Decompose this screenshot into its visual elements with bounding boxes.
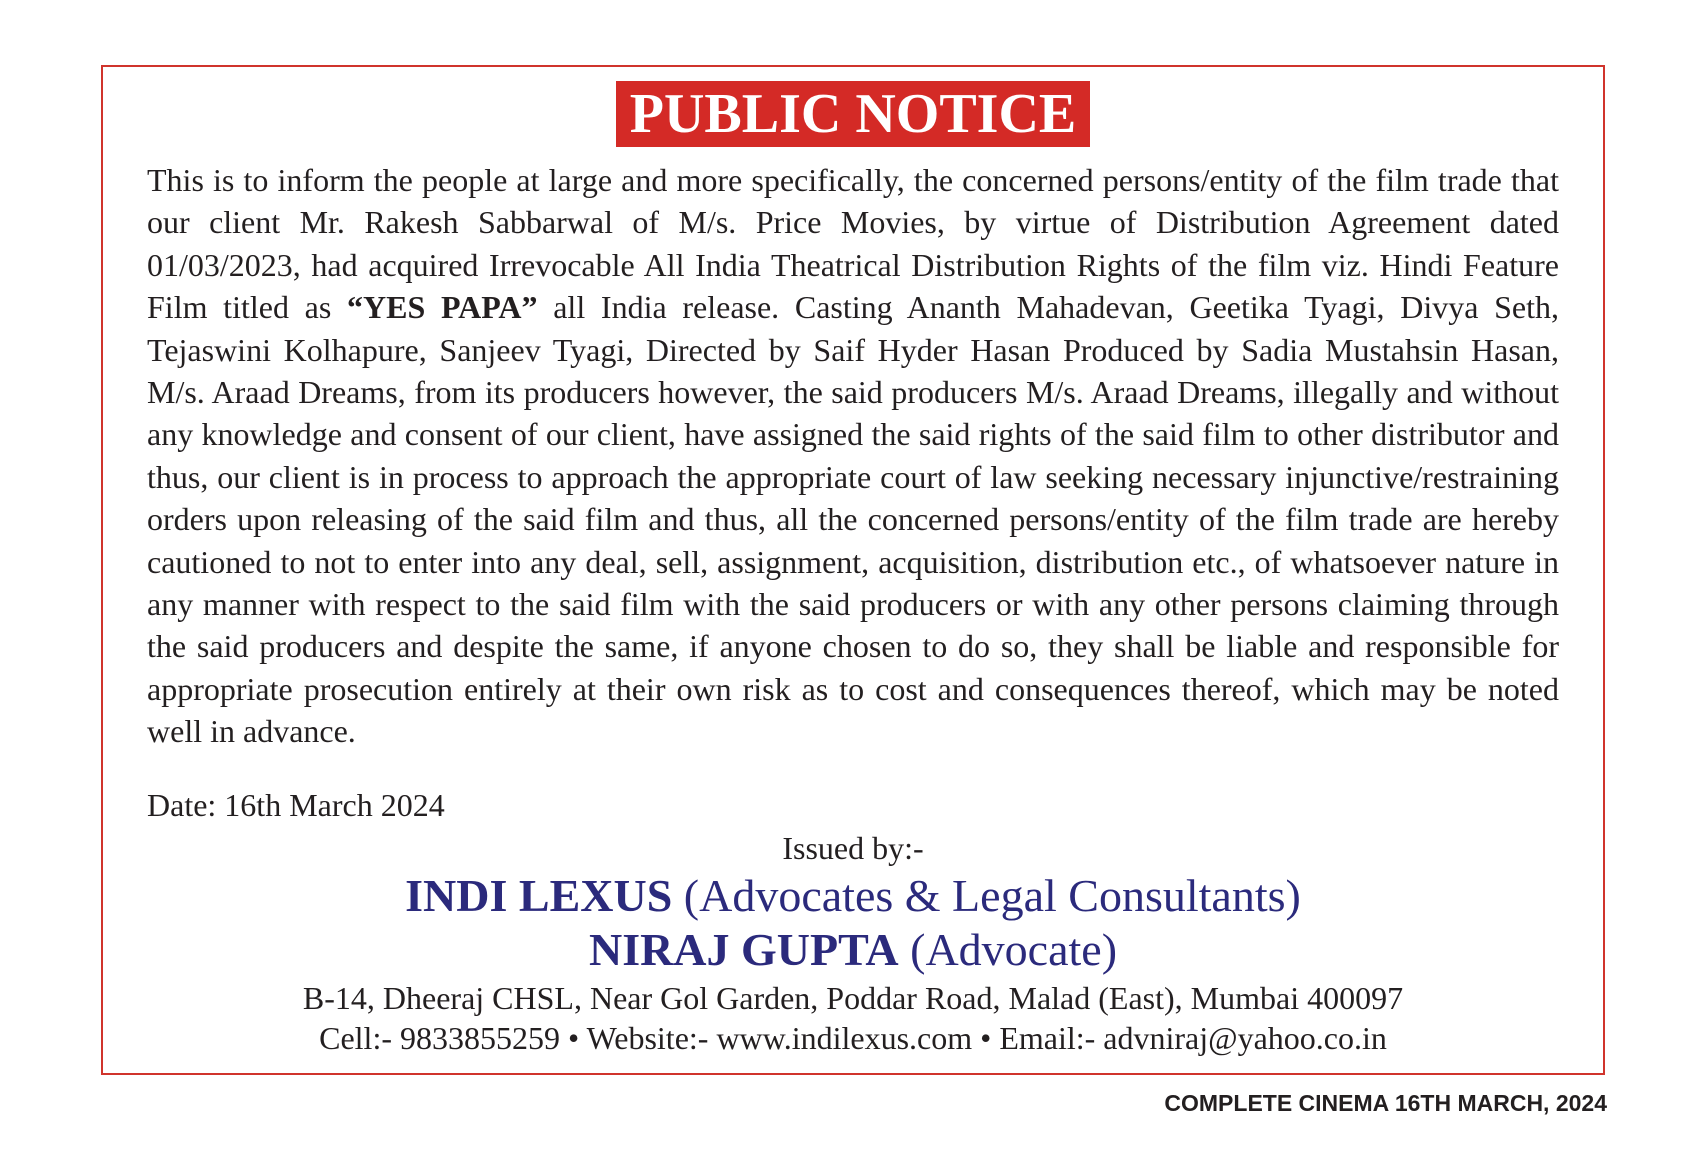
notice-title: PUBLIC NOTICE bbox=[616, 81, 1091, 147]
advocate-description: (Advocate) bbox=[898, 924, 1118, 975]
contact-line: Cell:- 9833855259 • Website:- www.indilexus.com • Email:- advniraj@yahoo.co.in bbox=[319, 1020, 1387, 1056]
address-line: B-14, Dheeraj CHSL, Near Gol Garden, Poddar Road, Malad (East), Mumbai 400097 bbox=[302, 980, 1404, 1016]
firm-name: INDI LEXUS bbox=[405, 870, 673, 921]
notice-date: Date: 16th March 2024 bbox=[147, 787, 445, 823]
advocate-line bbox=[103, 922, 1603, 978]
firm-line bbox=[103, 868, 1603, 924]
advocate-name: NIRAJ GUPTA bbox=[588, 924, 899, 975]
notice-body-part-2: all India release. Casting Ananth Mahadevan, Geetika Tyagi, Divya Seth, Tejaswini Kolhapure, Sanjeev Tyagi, Directed by Saif Hyder Hasan Produced by Sadia Mustahsin Hasan, M/s. Araad Dreams, from its producers however, the said producers M/s. Araad Dreams, illegally and without any knowledge and consent of our client, have assigned the said rights of the said film to other distributor and thus, our client is in process to approach the appropriate court of law seeking necessary injunctive/restraining orders upon releasing of the said film and thus, all the concerned persons/entity of the film trade are hereby cautioned to not to enter into any deal, sell, assignment, acquisition, distribution etc., of whatsoever nature in any manner with respect to the said film with the said producers or with any other persons claiming through the said producers and despite the same, if anyone chosen to do so, they shall be liable and responsible for appropriate prosecution entirely at their own risk as to cost and consequences thereof, which may be noted well in advance. bbox=[147, 289, 1559, 750]
notice-body-part-1: This is to inform the people at large and more specifically, the concerned persons/entity of the film trade that our client Mr. Rakesh Sabbarwal of M/s. Price Movies, by virtue of Distribution Agreement dated 01/03/2023, had acquired Irrevocable All India Theatrical Distribution Rights of the film viz. Hindi Feature Film titled as bbox=[147, 162, 1559, 326]
issued-by-label: Issued by:- bbox=[782, 830, 924, 866]
notice-body bbox=[147, 159, 1559, 753]
title-wrap bbox=[103, 81, 1603, 147]
film-title: “YES PAPA” bbox=[347, 289, 538, 326]
public-notice-box bbox=[101, 65, 1605, 1075]
publication-credit: COMPLETE CINEMA 16TH MARCH, 2024 bbox=[1164, 1090, 1607, 1116]
firm-description: (Advocates & Legal Consultants) bbox=[672, 870, 1301, 921]
